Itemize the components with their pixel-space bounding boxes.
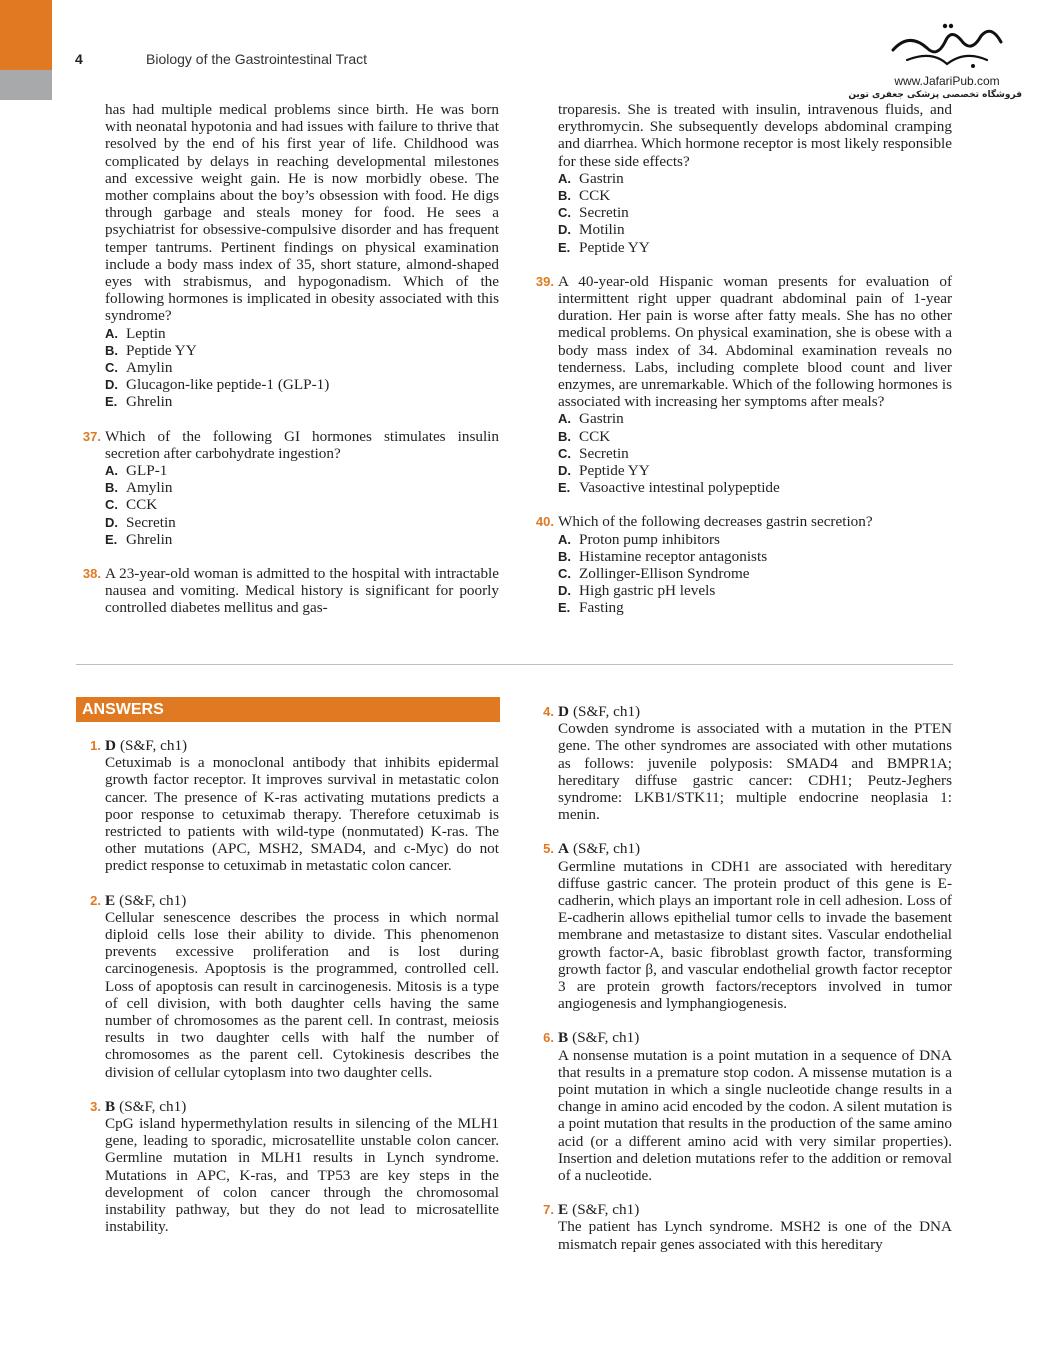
answer-option (105, 479, 499, 496)
option-letter: B. (105, 342, 118, 358)
answer-option (558, 479, 952, 496)
option-letter: E. (558, 480, 571, 496)
option-text: Secretin (579, 204, 629, 222)
option-letter: D. (105, 377, 118, 393)
answer-option (105, 342, 499, 359)
answer-letter: D (105, 737, 116, 754)
question-item (535, 272, 952, 497)
answer-reference: (S&F, ch1) (119, 1097, 187, 1115)
answer-option (105, 376, 499, 393)
answer-option (558, 599, 952, 616)
option-letter: E. (105, 531, 118, 547)
option-text: Secretin (126, 513, 176, 531)
answer-option (558, 410, 952, 427)
answer-item (543, 703, 952, 824)
question-stem: A 40-year-old Hispanic woman presents for evaluation of intermittent right upper quadrant abdominal pain of 1-year duration. Her pain is worse after fatty meals. She has no other medical problems. On physical examination, she is obese with a body mass index of 34. Abdominal examination reveals no tenderness. Labs, including complete blood count and liver enzymes, are unremarkable. Which of the following hormones is associated with increasing her symptoms after meals? (558, 272, 952, 411)
answers-left-column (90, 737, 499, 1252)
question-number: 37. (82, 428, 101, 444)
answer-options (105, 462, 499, 548)
answer-option (558, 170, 952, 187)
answer-option (558, 187, 952, 204)
option-letter: B. (558, 428, 571, 444)
question-number: 40. (535, 514, 554, 530)
option-letter: D. (105, 514, 118, 530)
question-item (82, 427, 499, 548)
answer-option (558, 445, 952, 462)
question-item (558, 101, 952, 256)
option-text: Amylin (126, 359, 173, 377)
question-item (535, 513, 952, 617)
question-stem: troparesis. She is treated with insulin, intravenous fluids, and erythromycin. She subsequently develops abdominal cramping and diarrhea. Which hormone receptor is most likely responsible for these side effects? (558, 101, 952, 170)
answer-letter: E (105, 891, 116, 909)
option-text: Leptin (126, 324, 166, 342)
answer-letter: B (105, 1097, 116, 1115)
option-letter: B. (558, 548, 571, 564)
option-text: Histamine receptor antagonists (579, 547, 768, 565)
answer-heading (105, 892, 499, 909)
answer-explanation: The patient has Lynch syndrome. MSH2 is one of the DNA mismatch repair genes associated with this hereditary (558, 1218, 952, 1253)
option-text: Peptide YY (126, 341, 197, 359)
option-letter: B. (105, 480, 118, 496)
answer-option (558, 204, 952, 221)
answer-reference: (S&F, ch1) (572, 840, 641, 858)
option-text: Fasting (579, 599, 624, 617)
answer-number: 2. (90, 892, 101, 908)
option-text: Gastrin (579, 169, 624, 187)
option-letter: E. (558, 600, 571, 616)
answer-heading (558, 1029, 952, 1046)
option-text: Amylin (126, 479, 173, 497)
answer-item (543, 840, 952, 1013)
option-letter: C. (558, 445, 571, 461)
option-text: Glucagon-like peptide-1 (GLP-1) (126, 376, 330, 394)
answer-explanation: Cowden syndrome is associated with a mutation in the PTEN gene. The other syndromes are associated with other mutations as follows: juvenile polyposis: SMAD4 and BMPR1A; hereditary diffuse gastric cancer: CDH1; Peutz-Jeghers syndrome: LKB1/STK11; multiple endocrine neoplasia 1: menin. (558, 720, 952, 824)
answer-number: 1. (90, 738, 101, 753)
answer-reference: (S&F, ch1) (119, 737, 188, 754)
answer-letter: D (558, 703, 569, 720)
answer-heading (105, 737, 499, 754)
answer-option (105, 531, 499, 548)
question-item (82, 565, 499, 617)
questions-left-column (82, 101, 499, 634)
answer-item (543, 1029, 952, 1185)
answer-option (105, 359, 499, 376)
option-text: Gastrin (579, 410, 624, 428)
option-letter: D. (558, 463, 571, 479)
answer-options (105, 325, 499, 411)
question-stem: A 23-year-old woman is admitted to the hospital with intractable nausea and vomiting. Medical history is significant for poorly controlled diabetes mellitus and gas- (105, 565, 499, 617)
option-letter: D. (558, 583, 571, 599)
answers-right-column (543, 703, 952, 1270)
logo-persian-text: فروشگاه تخصصی پزشکی جعفری توین (848, 90, 1022, 100)
answer-number: 7. (543, 1202, 554, 1218)
question-stem: Which of the following decreases gastrin secretion? (558, 513, 873, 531)
option-text: Zollinger-Ellison Syndrome (579, 565, 750, 583)
answer-item (90, 737, 499, 875)
answer-heading (105, 1098, 499, 1115)
section-divider (76, 664, 953, 665)
chapter-tab-orange (0, 0, 52, 70)
answer-option (105, 496, 499, 513)
answer-number: 4. (543, 704, 554, 719)
answer-explanation: Germline mutations in CDH1 are associated with hereditary diffuse gastric cancer. The protein product of this gene is E-cadherin, which plays an important role in cell adhesion. Loss of E-cadherin allows epithelial tumor cells to invade the basement membrane and metastasize to distant sites. Vascular endothelial growth factor-A, basic fibroblast growth factor, transforming growth factor β, and vascular endothelial growth factor receptor 3 are protein growth factors/receptors involved in tumor angiogenesis and lymphangiogenesis. (558, 857, 952, 1013)
option-text: Vasoactive intestinal polypeptide (579, 479, 780, 497)
answer-heading (558, 1201, 952, 1218)
option-letter: A. (105, 325, 118, 341)
answer-option (558, 239, 952, 256)
option-letter: C. (105, 360, 118, 376)
option-text: High gastric pH levels (579, 582, 716, 600)
answer-option (105, 462, 499, 479)
option-letter: D. (558, 222, 571, 238)
answer-option (558, 531, 952, 548)
option-letter: A. (558, 411, 571, 427)
answer-option (558, 548, 952, 565)
publisher-logo (848, 20, 1022, 100)
option-text: Motilin (579, 221, 625, 239)
answer-number: 3. (90, 1098, 101, 1114)
option-text: Proton pump inhibitors (579, 530, 720, 548)
answer-heading (558, 703, 952, 720)
questions-right-column (535, 101, 952, 634)
option-letter: E. (105, 394, 118, 410)
answer-item (543, 1201, 952, 1253)
answers-heading: ANSWERS (76, 697, 500, 722)
option-letter: E. (558, 239, 571, 255)
answer-explanation: Cetuximab is a monoclonal antibody that inhibits epidermal growth factor receptor. It improves survival in metastatic colon cancer. The presence of K-ras activating mutations predicts a poor response to cetuximab therapy. Therefore cetuximab is restricted to patients with wild-type (nonmutated) K-ras. The other mutations (APC, MSH2, SMAD4, and c-Myc) do not predict response to cetuximab in metastatic colon cancer. (105, 754, 499, 875)
option-text: Peptide YY (579, 238, 650, 256)
answer-letter: A (558, 840, 569, 858)
answer-reference: (S&F, ch1) (572, 1201, 640, 1219)
answer-option (558, 462, 952, 479)
running-head: Biology of the Gastrointestinal Tract (146, 51, 367, 67)
option-text: Ghrelin (126, 530, 173, 548)
option-text: CCK (579, 427, 611, 445)
option-letter: A. (558, 170, 571, 186)
answer-letter: B (558, 1029, 569, 1047)
answer-options (558, 410, 952, 496)
option-letter: B. (558, 188, 571, 204)
option-letter: C. (105, 497, 118, 513)
question-stem: Which of the following GI hormones stimulates insulin secretion after carbohydrate ingestion? (105, 427, 499, 462)
question-number: 39. (535, 273, 554, 289)
page-number: 4 (75, 51, 83, 67)
answer-option (558, 582, 952, 599)
answer-option (558, 221, 952, 238)
option-letter: C. (558, 566, 571, 582)
option-text: CCK (579, 187, 611, 205)
answer-option (105, 514, 499, 531)
answer-letter: E (558, 1201, 569, 1219)
answer-option (558, 428, 952, 445)
question-item (105, 101, 499, 411)
answer-explanation: CpG island hypermethylation results in silencing of the MLH1 gene, leading to sporadic, microsatellite unstable colon cancer. Germline mutation in MLH1 results in Lynch syndrome. Mutations in APC, K-ras, and TP53 are key steps in the development of colon cancer through the chromosomal instability pathway, but they do not lead to microsatellite instability. (105, 1115, 499, 1236)
option-text: Ghrelin (126, 393, 173, 411)
answer-reference: (S&F, ch1) (119, 891, 187, 909)
answer-option (105, 393, 499, 410)
chapter-tab-gray (0, 70, 52, 100)
answer-option (105, 325, 499, 342)
answer-explanation: A nonsense mutation is a point mutation in a sequence of DNA that results in a premature stop codon. A missense mutation is a point mutation in which a single nucleotide change results in a change in amino acid encoded by the codon. A silent mutation is a point mutation that results in the production of the same amino acid (or a different amino acid with very similar properties). Insertion and deletion mutations refer to the addition or removal of a nucleotide. (558, 1046, 952, 1185)
answer-heading (558, 840, 952, 857)
question-stem: has had multiple medical problems since birth. He was born with neonatal hypotonia and had issues with failure to thrive that resolved by the end of his first year of life. Childhood was complicated by delays in reaching developmental milestones and excessive weight gain. He is now morbidly obese. The mother complains about the boy’s obsession with food. He digs through garbage and steals money for food. He sees a psychiatrist for obsessive-compulsive disorder and has frequent temper tantrums. Pertinent findings on physical examination include a body mass index of 35, short stature, almond-shaped eyes with strabismus, and hypogonadism. Which of the following hormones is implicated in obesity associated with this syndrome? (105, 101, 499, 325)
answer-reference: (S&F, ch1) (572, 703, 641, 720)
option-letter: C. (558, 205, 571, 221)
answer-reference: (S&F, ch1) (572, 1029, 640, 1047)
answer-explanation: Cellular senescence describes the process in which normal diploid cells lose their ability to divide. This phenomenon prevents excessive proliferation and is lost during carcinogenesis. Apoptosis is the programmed, controlled cell. Loss of apoptosis can result in carcinogenesis. Mitosis is a type of cell division, with both daughter cells having the same number of chromosomes as the parent cell. In contrast, meiosis results in two daughter cells with half the number of chromosomes as the parent cell. Cytokinesis describes the division of cellular cytoplasm into two daughter cells. (105, 908, 499, 1081)
answer-option (558, 565, 952, 582)
answer-item (90, 891, 499, 1081)
option-letter: A. (105, 463, 118, 479)
answer-number: 5. (543, 841, 554, 857)
question-number: 38. (82, 566, 101, 582)
answer-item (90, 1097, 499, 1236)
option-text: GLP-1 (126, 462, 168, 480)
calligraphy-logo-icon (887, 20, 1007, 72)
answer-options (558, 531, 952, 617)
answer-options (558, 170, 952, 256)
option-letter: A. (558, 531, 571, 547)
logo-url: www.JafariPub.com (894, 74, 1000, 88)
answer-number: 6. (543, 1030, 554, 1046)
option-text: CCK (126, 496, 158, 514)
option-text: Peptide YY (579, 462, 650, 480)
option-text: Secretin (579, 444, 629, 462)
